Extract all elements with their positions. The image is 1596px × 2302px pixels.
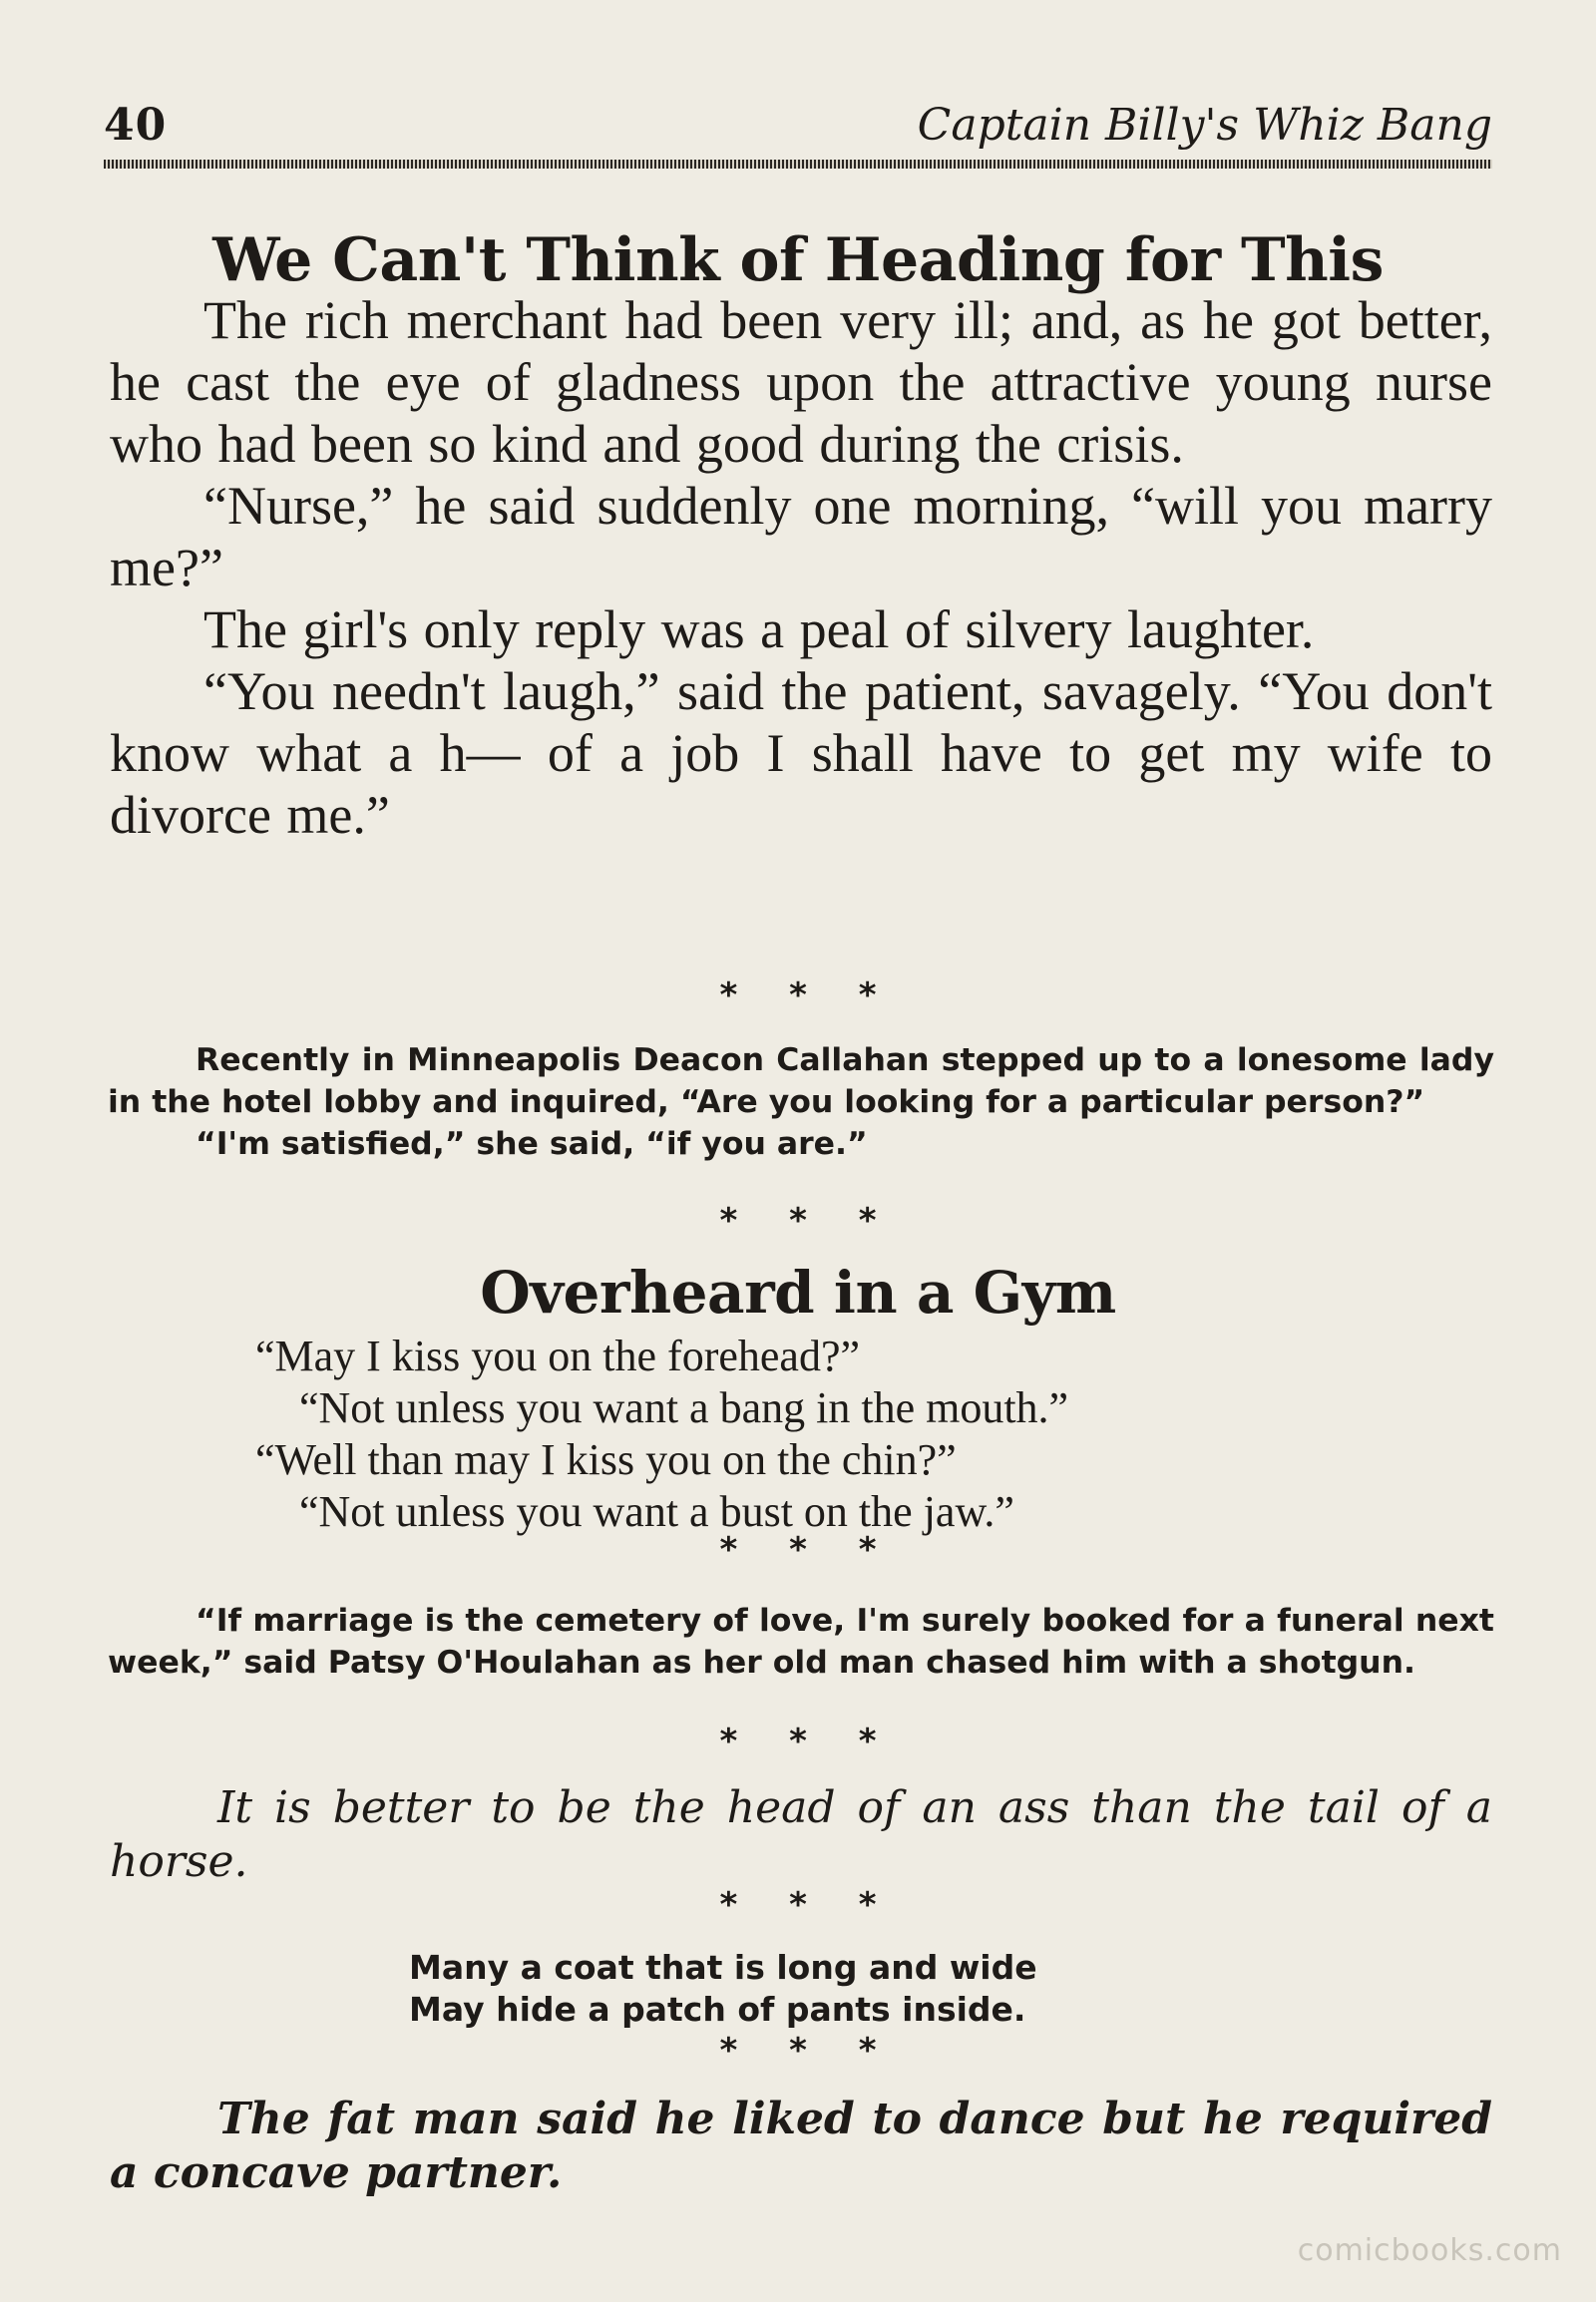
story-paragraph: “You needn't laugh,” said the patient, savagely. “You don't know what a h— of a job I shall have to get my wife to divorce me.” <box>110 661 1492 845</box>
separator-stars: * * * <box>719 2031 877 2071</box>
story-body <box>110 289 1492 846</box>
gym-line: “Not unless you want a bust on the jaw.” <box>299 1487 1014 1536</box>
verse <box>409 1947 1207 2031</box>
verse-line: Many a coat that is long and wide <box>409 1948 1037 1987</box>
separator-stars: * * * <box>719 975 877 1015</box>
quote-fat-man: The fat man said he liked to dance but he required a concave partner. <box>110 2094 1492 2198</box>
story-headline: We Can't Think of Heading for This <box>212 225 1384 295</box>
separator-stars: * * * <box>719 1885 877 1925</box>
story-paragraph: “Nurse,” he said suddenly one morning, “will you marry me?” <box>110 476 1492 597</box>
page-header <box>104 92 1492 162</box>
gym-line: “May I kiss you on the forehead?” <box>255 1332 861 1380</box>
gym-line: “Not unless you want a bang in the mouth.” <box>299 1383 1069 1432</box>
watermark: comicbooks.com <box>1297 2233 1562 2268</box>
page-number: 40 <box>104 100 168 151</box>
gym-headline: Overheard in a Gym <box>480 1259 1116 1327</box>
joke-deacon <box>108 1039 1494 1165</box>
story-paragraph: The girl's only reply was a peal of silvery laughter. <box>203 599 1315 659</box>
gym-line: “Well than may I kiss you on the chin?” <box>255 1435 957 1484</box>
separator-stars: * * * <box>719 1530 877 1570</box>
separator-stars: * * * <box>719 1722 877 1761</box>
magazine-title: Captain Billy's Whiz Bang <box>917 100 1492 151</box>
joke-paragraph: Recently in Minneapolis Deacon Callahan stepped up to a lonesome lady in the hotel lobby and inquired, “Are you looking for a particular person?” <box>108 1042 1494 1120</box>
joke-paragraph: “I'm satisfied,” she said, “if you are.” <box>196 1126 868 1162</box>
joke-marriage: “If marriage is the cemetery of love, I'm surely booked for a funeral next week,” said Patsy O'Houlahan as her old man chased him with a shotgun. <box>108 1603 1494 1681</box>
story-paragraph: The rich merchant had been very ill; and, as he got better, he cast the eye of gladness upon the attractive young nurse who had been so kind and good during the crisis. <box>110 290 1492 474</box>
verse-line: May hide a patch of pants inside. <box>409 1990 1026 2029</box>
quote-ass: It is better to be the head of an ass than the tail of a horse. <box>110 1782 1492 1887</box>
gym-dialogue <box>104 1331 1492 1538</box>
separator-stars: * * * <box>719 1201 877 1241</box>
header-rule <box>104 160 1492 169</box>
